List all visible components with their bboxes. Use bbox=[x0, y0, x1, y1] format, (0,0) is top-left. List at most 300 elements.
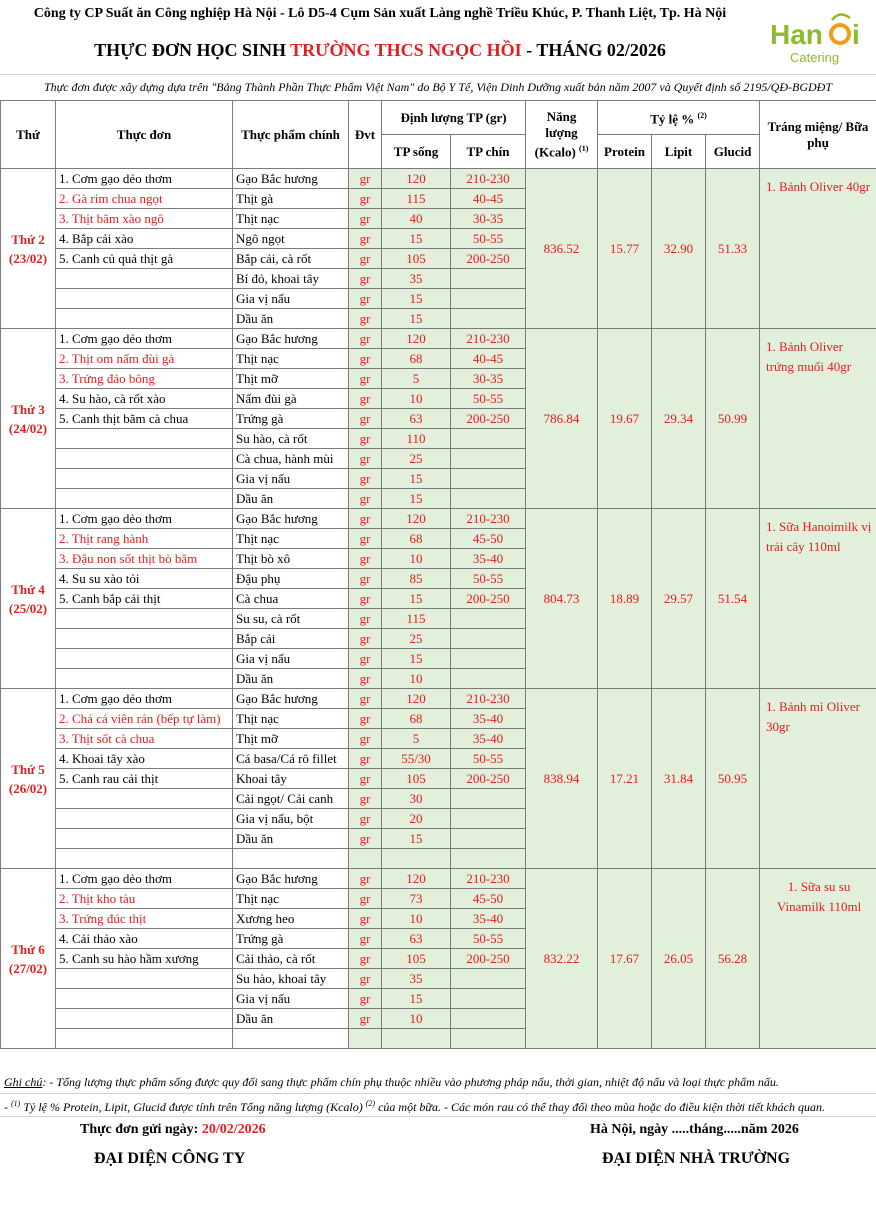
raw-qty-cell: 10 bbox=[382, 549, 451, 569]
dish-cell: 3. Trứng đảo bông bbox=[56, 369, 233, 389]
table-row bbox=[1, 169, 876, 189]
dish-cell: 1. Cơm gạo dẻo thơm bbox=[56, 689, 233, 709]
cooked-qty-cell bbox=[451, 289, 526, 309]
unit-cell: gr bbox=[349, 329, 382, 349]
cooked-qty-cell: 40-45 bbox=[451, 189, 526, 209]
glucid-cell: 50.95 bbox=[706, 689, 760, 869]
logo-text-i: i bbox=[852, 19, 860, 50]
raw-qty-cell: 115 bbox=[382, 609, 451, 629]
col-unit: Đvt bbox=[349, 101, 382, 169]
sent-label: Thực đơn gửi ngày: bbox=[80, 1122, 202, 1137]
food-cell: Cà chua bbox=[233, 589, 349, 609]
food-cell: Gia vị nấu bbox=[233, 469, 349, 489]
raw-qty-cell: 120 bbox=[382, 689, 451, 709]
day-name: Thứ 6 bbox=[11, 941, 45, 957]
raw-qty-cell: 35 bbox=[382, 269, 451, 289]
day-date: (23/02) bbox=[8, 250, 48, 266]
unit-cell: gr bbox=[349, 989, 382, 1009]
col-ratio-label: Tỷ lệ % bbox=[650, 111, 695, 127]
unit-cell: gr bbox=[349, 869, 382, 889]
glucid-cell: 51.54 bbox=[706, 509, 760, 689]
food-cell: Trứng gà bbox=[233, 409, 349, 429]
unit-cell: gr bbox=[349, 449, 382, 469]
note-text-2b: Tỷ lệ % Protein, Lipit, Glucid được tính trên Tổng năng lượng (Kcalo) bbox=[20, 1100, 366, 1114]
raw-qty-cell: 68 bbox=[382, 529, 451, 549]
cooked-qty-cell bbox=[451, 449, 526, 469]
unit-cell: gr bbox=[349, 409, 382, 429]
dish-cell: 5. Canh bắp cải thịt bbox=[56, 589, 233, 609]
energy-cell: 786.84 bbox=[526, 329, 598, 509]
col-protein: Protein bbox=[598, 135, 652, 169]
raw-qty-cell: 20 bbox=[382, 809, 451, 829]
unit-cell: gr bbox=[349, 209, 382, 229]
food-cell: Bắp cải, cà rốt bbox=[233, 249, 349, 269]
cooked-qty-cell bbox=[451, 989, 526, 1009]
protein-cell: 17.21 bbox=[598, 689, 652, 869]
dish-cell: 3. Đậu non sốt thịt bò băm bbox=[56, 549, 233, 569]
dish-cell: 5. Canh thịt băm cà chua bbox=[56, 409, 233, 429]
logo-sub: Catering bbox=[790, 50, 840, 65]
cooked-qty-cell bbox=[451, 309, 526, 329]
dish-cell: 4. Bắp cải xào bbox=[56, 229, 233, 249]
day-date: (27/02) bbox=[8, 960, 48, 976]
cooked-qty-cell bbox=[451, 969, 526, 989]
day-cell bbox=[1, 509, 56, 689]
col-lipit: Lipit bbox=[652, 135, 706, 169]
dish-cell: 5. Canh củ quả thịt gà bbox=[56, 249, 233, 269]
food-cell: Dầu ăn bbox=[233, 1009, 349, 1029]
food-cell: Gia vị nấu bbox=[233, 989, 349, 1009]
dish-cell: 2. Gà rim chua ngọt bbox=[56, 189, 233, 209]
unit-cell: gr bbox=[349, 729, 382, 749]
dish-cell bbox=[56, 309, 233, 329]
unit-cell: gr bbox=[349, 609, 382, 629]
dish-cell: 5. Canh rau cải thịt bbox=[56, 769, 233, 789]
food-cell bbox=[233, 1029, 349, 1049]
food-cell: Gia vị nấu, bột bbox=[233, 809, 349, 829]
raw-qty-cell: 15 bbox=[382, 469, 451, 489]
raw-qty-cell: 105 bbox=[382, 249, 451, 269]
cooked-qty-cell: 50-55 bbox=[451, 569, 526, 589]
dish-cell bbox=[56, 789, 233, 809]
col-energy-label: Năng lượng (Kcalo) bbox=[534, 108, 578, 160]
dish-cell bbox=[56, 669, 233, 689]
dish-cell: 5. Canh su hào hầm xương bbox=[56, 949, 233, 969]
day-date: (24/02) bbox=[8, 420, 48, 436]
raw-qty-cell: 120 bbox=[382, 869, 451, 889]
note-sup-1: (1) bbox=[11, 1099, 21, 1108]
note-text-2a: - bbox=[4, 1100, 11, 1114]
cooked-qty-cell: 35-40 bbox=[451, 909, 526, 929]
unit-cell: gr bbox=[349, 569, 382, 589]
raw-qty-cell: 68 bbox=[382, 709, 451, 729]
food-cell: Gạo Bắc hương bbox=[233, 869, 349, 889]
day-name: Thứ 5 bbox=[11, 761, 45, 777]
raw-qty-cell: 15 bbox=[382, 229, 451, 249]
note-line-2 bbox=[4, 1094, 876, 1114]
dish-cell: 2. Thịt rang hành bbox=[56, 529, 233, 549]
dish-cell bbox=[56, 1009, 233, 1029]
col-food: Thực phẩm chính bbox=[233, 101, 349, 169]
protein-cell: 17.67 bbox=[598, 869, 652, 1049]
raw-qty-cell: 10 bbox=[382, 669, 451, 689]
food-cell: Nấm đùi gà bbox=[233, 389, 349, 409]
cooked-qty-cell: 210-230 bbox=[451, 329, 526, 349]
col-raw: TP sống bbox=[382, 135, 451, 169]
unit-cell: gr bbox=[349, 229, 382, 249]
cooked-qty-cell: 35-40 bbox=[451, 549, 526, 569]
cooked-qty-cell: 200-250 bbox=[451, 409, 526, 429]
col-energy bbox=[526, 101, 598, 169]
cooked-qty-cell: 35-40 bbox=[451, 729, 526, 749]
day-cell bbox=[1, 169, 56, 329]
dish-cell bbox=[56, 429, 233, 449]
dish-cell bbox=[56, 829, 233, 849]
food-cell: Su hào, cà rốt bbox=[233, 429, 349, 449]
lipit-cell: 29.34 bbox=[652, 329, 706, 509]
dish-cell bbox=[56, 449, 233, 469]
notes-divider bbox=[0, 1093, 876, 1094]
glucid-cell: 51.33 bbox=[706, 169, 760, 329]
unit-cell bbox=[349, 1029, 382, 1049]
dish-cell: 4. Khoai tây xào bbox=[56, 749, 233, 769]
raw-qty-cell: 63 bbox=[382, 409, 451, 429]
food-cell: Thịt mỡ bbox=[233, 369, 349, 389]
dish-cell: 2. Thịt om nấm đùi gà bbox=[56, 349, 233, 369]
unit-cell bbox=[349, 849, 382, 869]
raw-qty-cell: 5 bbox=[382, 729, 451, 749]
col-cooked: TP chín bbox=[451, 135, 526, 169]
food-cell: Dầu ăn bbox=[233, 489, 349, 509]
dish-cell bbox=[56, 609, 233, 629]
hanoi-catering-logo bbox=[764, 2, 874, 74]
unit-cell: gr bbox=[349, 889, 382, 909]
note-sup-2: (2) bbox=[365, 1099, 376, 1108]
lipit-cell: 29.57 bbox=[652, 509, 706, 689]
cooked-qty-cell: 50-55 bbox=[451, 929, 526, 949]
energy-cell: 838.94 bbox=[526, 689, 598, 869]
raw-qty-cell: 15 bbox=[382, 309, 451, 329]
day-name: Thứ 2 bbox=[11, 231, 45, 247]
dish-cell: 4. Su hào, cà rốt xào bbox=[56, 389, 233, 409]
unit-cell: gr bbox=[349, 929, 382, 949]
unit-cell: gr bbox=[349, 309, 382, 329]
food-cell: Bí đỏ, khoai tây bbox=[233, 269, 349, 289]
food-cell: Thịt nạc bbox=[233, 889, 349, 909]
food-cell: Cải thảo, cà rốt bbox=[233, 949, 349, 969]
raw-qty-cell: 105 bbox=[382, 769, 451, 789]
col-glucid: Glucid bbox=[706, 135, 760, 169]
unit-cell: gr bbox=[349, 629, 382, 649]
school-representative: ĐẠI DIỆN NHÀ TRƯỜNG bbox=[602, 1150, 791, 1167]
cooked-qty-cell: 210-230 bbox=[451, 169, 526, 189]
unit-cell: gr bbox=[349, 589, 382, 609]
raw-qty-cell bbox=[382, 849, 451, 869]
dish-cell: 4. Su su xào tỏi bbox=[56, 569, 233, 589]
dessert-cell: 1. Sữa Hanoimilk vị trái cây 110ml bbox=[760, 509, 876, 689]
note-label: Ghi chú bbox=[4, 1075, 43, 1089]
title-prefix: THỰC ĐƠN HỌC SINH bbox=[94, 40, 291, 60]
raw-qty-cell: 15 bbox=[382, 829, 451, 849]
raw-qty-cell: 35 bbox=[382, 969, 451, 989]
dish-cell bbox=[56, 489, 233, 509]
food-cell: Su su, cà rốt bbox=[233, 609, 349, 629]
day-name: Thứ 4 bbox=[11, 581, 45, 597]
cooked-qty-cell: 200-250 bbox=[451, 949, 526, 969]
raw-qty-cell: 25 bbox=[382, 449, 451, 469]
lipit-cell: 31.84 bbox=[652, 689, 706, 869]
header-divider bbox=[0, 74, 876, 75]
food-cell: Thịt nạc bbox=[233, 349, 349, 369]
dessert-cell: 1. Bánh Oliver 40gr bbox=[760, 169, 876, 329]
col-quantity: Định lượng TP (gr) bbox=[382, 101, 526, 135]
food-cell: Xương heo bbox=[233, 909, 349, 929]
logo-chef-hat-icon bbox=[832, 14, 850, 20]
unit-cell: gr bbox=[349, 909, 382, 929]
unit-cell: gr bbox=[349, 289, 382, 309]
title-month: - THÁNG 02/2026 bbox=[521, 40, 666, 60]
food-cell: Thịt gà bbox=[233, 189, 349, 209]
raw-qty-cell bbox=[382, 1029, 451, 1049]
raw-qty-cell: 15 bbox=[382, 649, 451, 669]
raw-qty-cell: 30 bbox=[382, 789, 451, 809]
dish-cell: 3. Trứng đúc thịt bbox=[56, 909, 233, 929]
unit-cell: gr bbox=[349, 749, 382, 769]
energy-cell: 832.22 bbox=[526, 869, 598, 1049]
dish-cell: 3. Thịt sốt cà chua bbox=[56, 729, 233, 749]
food-cell: Thịt nạc bbox=[233, 209, 349, 229]
day-cell bbox=[1, 329, 56, 509]
food-cell: Thịt bò xô bbox=[233, 549, 349, 569]
dish-cell bbox=[56, 629, 233, 649]
place-date: Hà Nội, ngày .....tháng.....năm 2026 bbox=[590, 1122, 799, 1137]
cooked-qty-cell: 45-50 bbox=[451, 529, 526, 549]
dessert-cell: 1. Bánh mì Oliver 30gr bbox=[760, 689, 876, 869]
food-cell: Gia vị nấu bbox=[233, 649, 349, 669]
school-name: TRƯỜNG THCS NGỌC HỒI bbox=[290, 40, 522, 60]
food-cell: Đậu phụ bbox=[233, 569, 349, 589]
dish-cell bbox=[56, 269, 233, 289]
unit-cell: gr bbox=[349, 789, 382, 809]
day-date: (25/02) bbox=[8, 600, 48, 616]
cooked-qty-cell bbox=[451, 269, 526, 289]
raw-qty-cell: 40 bbox=[382, 209, 451, 229]
cooked-qty-cell bbox=[451, 649, 526, 669]
unit-cell: gr bbox=[349, 709, 382, 729]
energy-cell: 836.52 bbox=[526, 169, 598, 329]
food-cell: Gạo Bắc hương bbox=[233, 329, 349, 349]
raw-qty-cell: 25 bbox=[382, 629, 451, 649]
unit-cell: gr bbox=[349, 949, 382, 969]
food-cell: Gia vị nấu bbox=[233, 289, 349, 309]
dish-cell: 3. Thịt băm xào ngô bbox=[56, 209, 233, 229]
page-title bbox=[0, 30, 760, 70]
dish-cell: 1. Cơm gạo dẻo thơm bbox=[56, 869, 233, 889]
food-cell: Khoai tây bbox=[233, 769, 349, 789]
col-day: Thứ bbox=[1, 101, 56, 169]
unit-cell: gr bbox=[349, 969, 382, 989]
cooked-qty-cell: 40-45 bbox=[451, 349, 526, 369]
col-dessert: Tráng miệng/ Bữa phụ bbox=[760, 101, 876, 169]
unit-cell: gr bbox=[349, 429, 382, 449]
cooked-qty-cell: 200-250 bbox=[451, 249, 526, 269]
dish-cell: 2. Thịt kho tàu bbox=[56, 889, 233, 909]
dish-cell: 1. Cơm gạo dẻo thơm bbox=[56, 169, 233, 189]
energy-cell: 804.73 bbox=[526, 509, 598, 689]
col-ratio-sup: (2) bbox=[697, 110, 707, 120]
unit-cell: gr bbox=[349, 269, 382, 289]
dessert-cell: 1. Bánh Oliver trứng muối 40gr bbox=[760, 329, 876, 509]
raw-qty-cell: 10 bbox=[382, 389, 451, 409]
cooked-qty-cell: 45-50 bbox=[451, 889, 526, 909]
unit-cell: gr bbox=[349, 249, 382, 269]
dish-cell bbox=[56, 469, 233, 489]
raw-qty-cell: 15 bbox=[382, 489, 451, 509]
sent-date-value: 20/02/2026 bbox=[201, 1122, 266, 1137]
food-cell: Cải ngọt/ Cải canh bbox=[233, 789, 349, 809]
cooked-qty-cell bbox=[451, 829, 526, 849]
food-cell: Dầu ăn bbox=[233, 669, 349, 689]
protein-cell: 19.67 bbox=[598, 329, 652, 509]
lipit-cell: 26.05 bbox=[652, 869, 706, 1049]
cooked-qty-cell bbox=[451, 469, 526, 489]
cooked-qty-cell bbox=[451, 1029, 526, 1049]
food-cell: Trứng gà bbox=[233, 929, 349, 949]
food-cell: Bắp cải bbox=[233, 629, 349, 649]
company-address: Công ty CP Suất ăn Công nghiệp Hà Nội - Lô D5-4 Cụm Sản xuất Làng nghề Triều Khúc, P. Thanh Liệt, Tp. Hà Nội bbox=[33, 6, 727, 21]
cooked-qty-cell bbox=[451, 629, 526, 649]
cooked-qty-cell: 210-230 bbox=[451, 509, 526, 529]
food-cell: Thịt mỡ bbox=[233, 729, 349, 749]
cooked-qty-cell bbox=[451, 609, 526, 629]
raw-qty-cell: 120 bbox=[382, 169, 451, 189]
unit-cell: gr bbox=[349, 509, 382, 529]
raw-qty-cell: 120 bbox=[382, 329, 451, 349]
raw-qty-cell: 68 bbox=[382, 349, 451, 369]
company-representative: ĐẠI DIỆN CÔNG TY bbox=[94, 1150, 246, 1167]
cooked-qty-cell: 30-35 bbox=[451, 209, 526, 229]
unit-cell: gr bbox=[349, 389, 382, 409]
food-cell: Cà chua, hành mùi bbox=[233, 449, 349, 469]
footer-divider bbox=[0, 1116, 876, 1117]
dish-cell bbox=[56, 649, 233, 669]
raw-qty-cell: 55/30 bbox=[382, 749, 451, 769]
unit-cell: gr bbox=[349, 1009, 382, 1029]
unit-cell: gr bbox=[349, 829, 382, 849]
unit-cell: gr bbox=[349, 169, 382, 189]
glucid-cell: 50.99 bbox=[706, 329, 760, 509]
cooked-qty-cell bbox=[451, 1009, 526, 1029]
unit-cell: gr bbox=[349, 369, 382, 389]
cooked-qty-cell: 30-35 bbox=[451, 369, 526, 389]
unit-cell: gr bbox=[349, 469, 382, 489]
menu-table bbox=[0, 100, 876, 1049]
cooked-qty-cell bbox=[451, 669, 526, 689]
raw-qty-cell: 15 bbox=[382, 989, 451, 1009]
unit-cell: gr bbox=[349, 669, 382, 689]
cooked-qty-cell: 210-230 bbox=[451, 689, 526, 709]
table-row bbox=[1, 509, 876, 529]
food-cell: Gạo Bắc hương bbox=[233, 509, 349, 529]
cooked-qty-cell: 200-250 bbox=[451, 769, 526, 789]
logo-o-icon bbox=[831, 25, 849, 43]
food-cell: Ngô ngọt bbox=[233, 229, 349, 249]
logo-text-han: Han bbox=[770, 19, 823, 50]
dish-cell bbox=[56, 849, 233, 869]
cooked-qty-cell bbox=[451, 429, 526, 449]
cooked-qty-cell: 35-40 bbox=[451, 709, 526, 729]
raw-qty-cell: 10 bbox=[382, 1009, 451, 1029]
day-cell bbox=[1, 869, 56, 1049]
unit-cell: gr bbox=[349, 769, 382, 789]
food-cell: Gạo Bắc hương bbox=[233, 169, 349, 189]
raw-qty-cell: 110 bbox=[382, 429, 451, 449]
lipit-cell: 32.90 bbox=[652, 169, 706, 329]
table-row bbox=[1, 329, 876, 349]
cooked-qty-cell bbox=[451, 809, 526, 829]
raw-qty-cell: 10 bbox=[382, 909, 451, 929]
cooked-qty-cell bbox=[451, 849, 526, 869]
dish-cell bbox=[56, 289, 233, 309]
food-cell: Su hào, khoai tây bbox=[233, 969, 349, 989]
food-cell: Gạo Bắc hương bbox=[233, 689, 349, 709]
unit-cell: gr bbox=[349, 189, 382, 209]
raw-qty-cell: 105 bbox=[382, 949, 451, 969]
unit-cell: gr bbox=[349, 809, 382, 829]
raw-qty-cell: 15 bbox=[382, 289, 451, 309]
raw-qty-cell: 120 bbox=[382, 509, 451, 529]
food-cell: Dầu ăn bbox=[233, 309, 349, 329]
col-energy-sup: (1) bbox=[579, 143, 589, 153]
dish-cell: 4. Cải thảo xào bbox=[56, 929, 233, 949]
note-text-1: : - Tổng lượng thực phẩm sống được quy đổi sang thực phẩm chín phụ thuộc nhiều vào phương pháp nấu, thời gian, nhiệt độ nấu và loại thực phẩm nấu. bbox=[42, 1075, 779, 1089]
day-name: Thứ 3 bbox=[11, 401, 45, 417]
unit-cell: gr bbox=[349, 349, 382, 369]
unit-cell: gr bbox=[349, 689, 382, 709]
raw-qty-cell: 115 bbox=[382, 189, 451, 209]
dish-cell: 1. Cơm gạo dẻo thơm bbox=[56, 329, 233, 349]
food-cell bbox=[233, 849, 349, 869]
col-ratio bbox=[598, 101, 760, 135]
raw-qty-cell: 63 bbox=[382, 929, 451, 949]
cooked-qty-cell: 50-55 bbox=[451, 229, 526, 249]
col-dish: Thực đơn bbox=[56, 101, 233, 169]
note-text-2c: của một bữa. - Các món rau có thể thay đổi theo mùa hoặc do điều kiện thời tiết khách quan. bbox=[375, 1100, 825, 1114]
protein-cell: 15.77 bbox=[598, 169, 652, 329]
food-cell: Dầu ăn bbox=[233, 829, 349, 849]
table-row bbox=[1, 689, 876, 709]
cooked-qty-cell: 200-250 bbox=[451, 589, 526, 609]
unit-cell: gr bbox=[349, 549, 382, 569]
raw-qty-cell: 5 bbox=[382, 369, 451, 389]
raw-qty-cell: 85 bbox=[382, 569, 451, 589]
raw-qty-cell: 15 bbox=[382, 589, 451, 609]
raw-qty-cell: 73 bbox=[382, 889, 451, 909]
food-cell: Thịt nạc bbox=[233, 529, 349, 549]
unit-cell: gr bbox=[349, 649, 382, 669]
dish-cell: 2. Chả cá viên rán (bếp tự làm) bbox=[56, 709, 233, 729]
day-cell bbox=[1, 689, 56, 869]
day-date: (26/02) bbox=[8, 780, 48, 796]
dish-cell bbox=[56, 1029, 233, 1049]
unit-cell: gr bbox=[349, 489, 382, 509]
cooked-qty-cell bbox=[451, 789, 526, 809]
food-cell: Cá basa/Cá rô fillet bbox=[233, 749, 349, 769]
dish-cell bbox=[56, 809, 233, 829]
protein-cell: 18.89 bbox=[598, 509, 652, 689]
cooked-qty-cell: 50-55 bbox=[451, 749, 526, 769]
source-note: Thực đơn được xây dựng dựa trên "Bảng Thành Phần Thực Phẩm Việt Nam" do Bộ Y Tế, Viện Dinh Dưỡng xuất bản năm 2007 và Quyết định số 2195/QĐ-BGDĐT bbox=[43, 80, 833, 94]
